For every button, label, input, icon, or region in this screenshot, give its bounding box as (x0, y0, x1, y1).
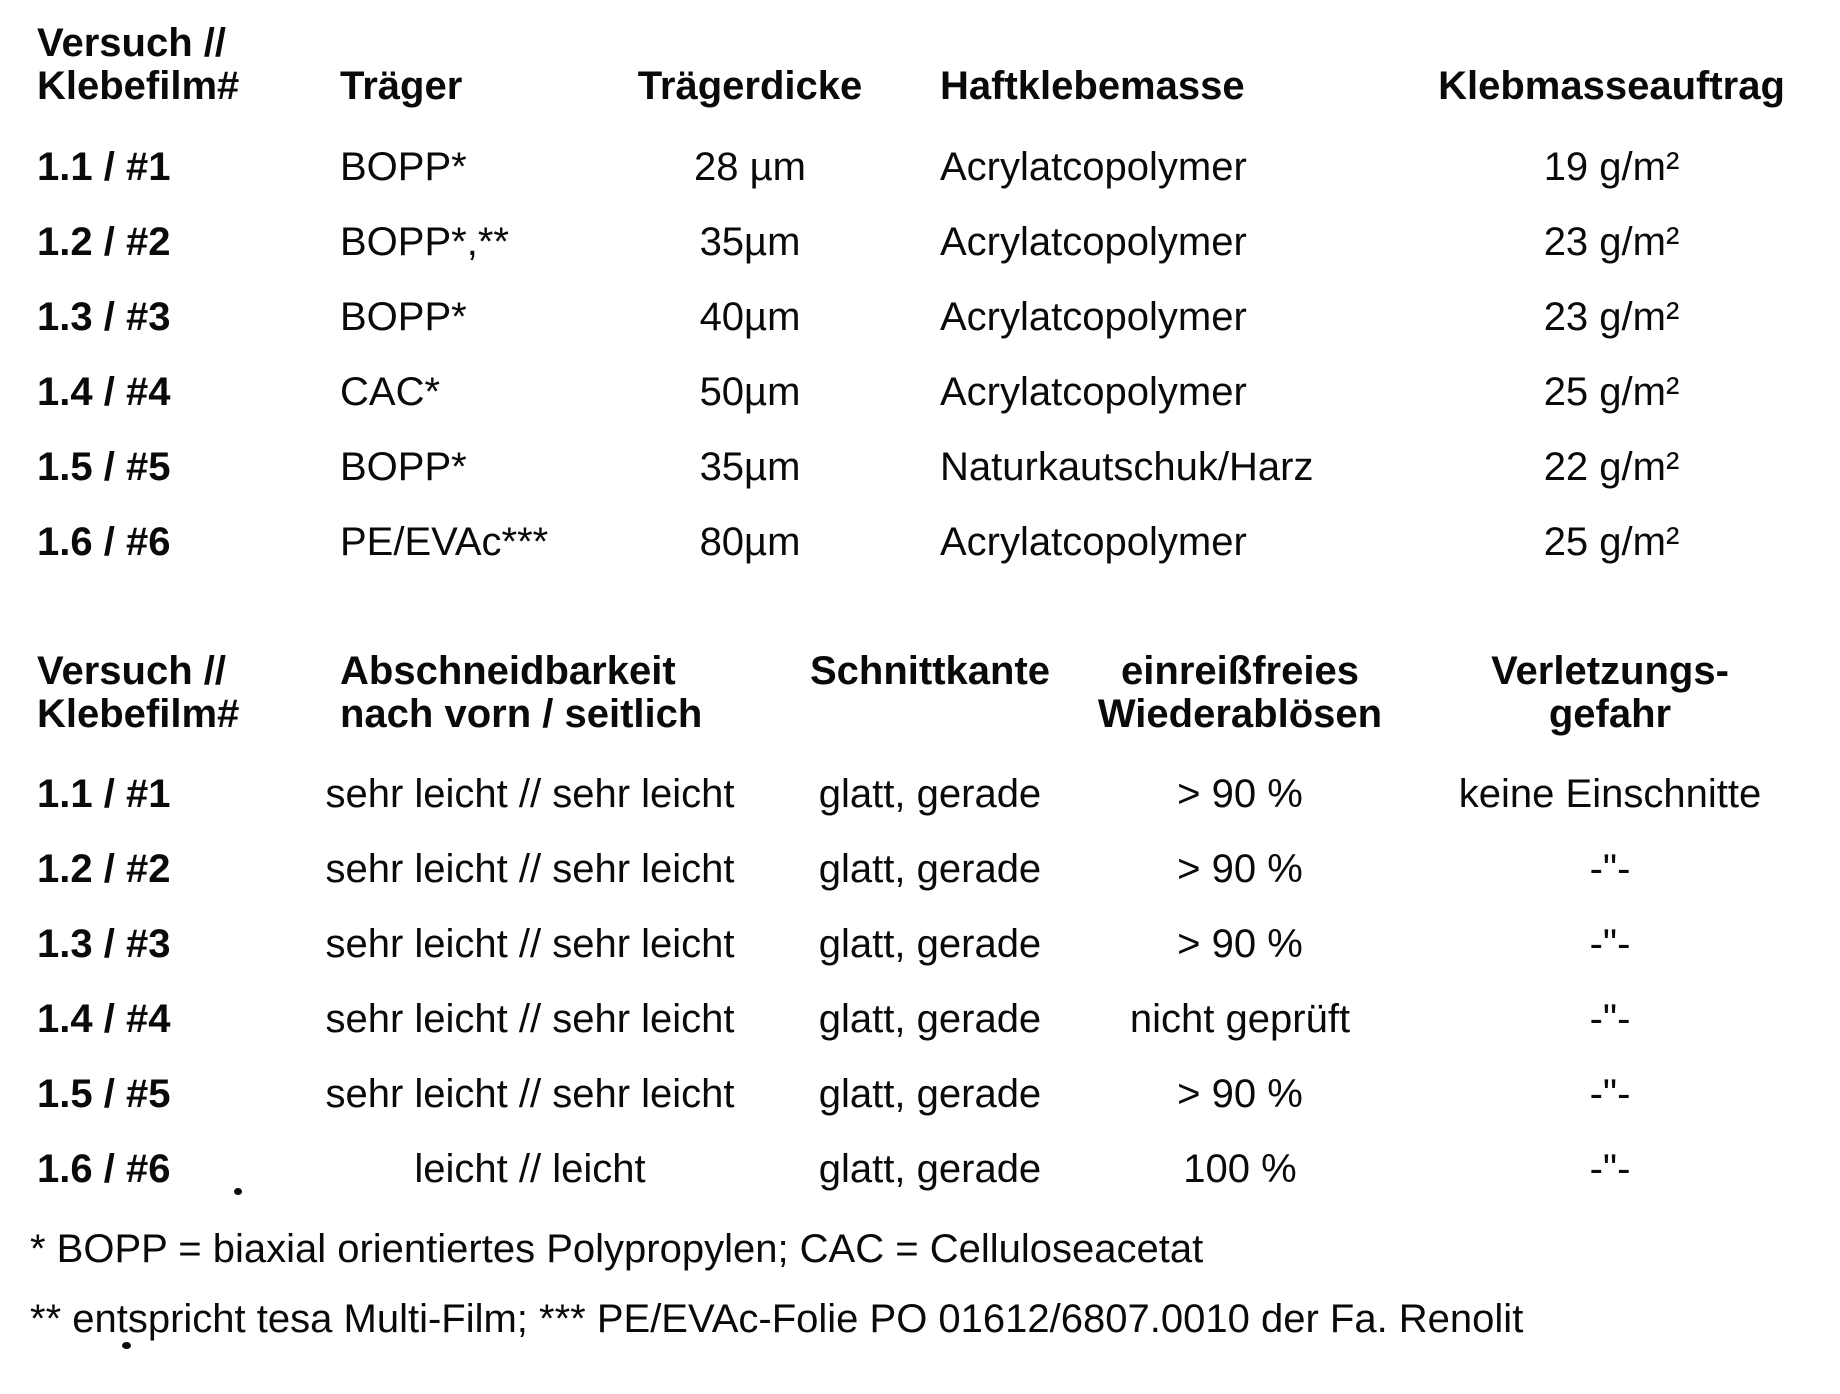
wiederabloesen-value: > 90 % (1177, 847, 1303, 891)
traeger-value: BOPP*,** (340, 220, 509, 264)
table2-header-verletzungsgefahr: Verletzungs- gefahr (1491, 649, 1729, 736)
table-pruefergebnisse (0, 650, 1840, 1223)
table1-header-row (37, 22, 1840, 108)
verletzungsgefahr-value: -"- (1589, 997, 1631, 1041)
table2-header-klebefilm: Klebefilm# (37, 692, 240, 736)
wiederabloesen-value: > 90 % (1177, 1072, 1303, 1116)
table2-header-schnittkante: Schnittkante (809, 649, 1051, 693)
haftklebemasse-value: Acrylatcopolymer (940, 370, 1247, 414)
abschneidbarkeit-value: sehr leicht // sehr leicht (325, 1072, 735, 1116)
abschneidbarkeit-value: sehr leicht // sehr leicht (325, 772, 735, 816)
table-row (37, 521, 1840, 596)
verletzungsgefahr-value: keine Einschnitte (1458, 772, 1762, 816)
table2-header-abschneidbarkeit: Abschneidbarkeit nach vorn / seitlich (340, 649, 703, 736)
haftklebemasse-value: Acrylatcopolymer (940, 145, 1247, 189)
table1-header-traegerdicke: Trägerdicke (637, 64, 863, 108)
table-row (37, 221, 1840, 296)
wiederabloesen-value: > 90 % (1177, 922, 1303, 966)
traegerdicke-value: 35µm (699, 445, 801, 489)
traeger-value: CAC* (340, 370, 441, 414)
schnittkante-value: glatt, gerade (818, 922, 1042, 966)
abschneidbarkeit-value: sehr leicht // sehr leicht (325, 922, 735, 966)
table-klebefilm-aufbau (0, 22, 1840, 596)
versuch-id: 1.2 / #2 (37, 847, 171, 891)
versuch-id: 1.5 / #5 (37, 445, 171, 489)
table-row (37, 296, 1840, 371)
klebmasseauftrag-value: 25 g/m² (1543, 370, 1680, 414)
verletzungsgefahr-value: -"- (1589, 847, 1631, 891)
table2-header-versuch: Versuch // (37, 649, 226, 693)
versuch-id: 1.6 / #6 (37, 1147, 171, 1191)
traeger-value: BOPP* (340, 445, 467, 489)
table1-header-versuch-klebefilm (37, 22, 340, 108)
klebmasseauftrag-value: 22 g/m² (1543, 445, 1680, 489)
table-row (37, 1148, 1840, 1223)
footnote-abbreviations: * BOPP = biaxial orientiertes Polypropylen; CAC = Celluloseacetat (30, 1227, 1204, 1271)
abschneidbarkeit-value: sehr leicht // sehr leicht (325, 997, 735, 1041)
footnote-film-sources: ** entspricht tesa Multi-Film; *** PE/EVAc-Folie PO 01612/6807.0010 der Fa. Renolit (30, 1297, 1524, 1341)
haftklebemasse-value: Naturkautschuk/Harz (940, 445, 1314, 489)
ink-speck (234, 1188, 242, 1195)
wiederabloesen-value: > 90 % (1177, 772, 1303, 816)
table2-header-wiederabloesen: einreißfreies Wiederablösen (1097, 649, 1383, 736)
traegerdicke-value: 50µm (699, 370, 801, 414)
ink-speck (122, 1342, 131, 1349)
abschneidbarkeit-value: leicht // leicht (414, 1147, 646, 1191)
wiederabloesen-value: nicht geprüft (1129, 997, 1351, 1041)
table-row (37, 773, 1840, 848)
versuch-id: 1.4 / #4 (37, 370, 171, 414)
klebmasseauftrag-value: 19 g/m² (1543, 145, 1680, 189)
table-row (37, 848, 1840, 923)
schnittkante-value: glatt, gerade (818, 997, 1042, 1041)
wiederabloesen-value: 100 % (1183, 1147, 1297, 1191)
schnittkante-value: glatt, gerade (818, 847, 1042, 891)
schnittkante-value: glatt, gerade (818, 772, 1042, 816)
table2-header-row (37, 650, 1840, 736)
haftklebemasse-value: Acrylatcopolymer (940, 220, 1247, 264)
klebmasseauftrag-value: 23 g/m² (1543, 220, 1680, 264)
versuch-id: 1.1 / #1 (37, 145, 171, 189)
versuch-id: 1.3 / #3 (37, 295, 171, 339)
traeger-value: BOPP* (340, 145, 467, 189)
traeger-value: PE/EVAc*** (340, 520, 549, 564)
abschneidbarkeit-value: sehr leicht // sehr leicht (325, 847, 735, 891)
haftklebemasse-value: Acrylatcopolymer (940, 520, 1247, 564)
table1-header-klebefilm: Klebefilm# (37, 64, 240, 108)
versuch-id: 1.4 / #4 (37, 997, 171, 1041)
table1-header-versuch: Versuch // (37, 21, 226, 65)
table1-header-haftklebemasse: Haftklebemasse (940, 64, 1245, 108)
table1-header-traeger: Träger (340, 64, 463, 108)
table-row (37, 1073, 1840, 1148)
versuch-id: 1.2 / #2 (37, 220, 171, 264)
table-row (37, 146, 1840, 221)
table2-header-versuch-klebefilm (37, 650, 280, 736)
versuch-id: 1.5 / #5 (37, 1072, 171, 1116)
table-row (37, 371, 1840, 446)
haftklebemasse-value: Acrylatcopolymer (940, 295, 1247, 339)
schnittkante-value: glatt, gerade (818, 1147, 1042, 1191)
versuch-id: 1.6 / #6 (37, 520, 171, 564)
versuch-id: 1.1 / #1 (37, 772, 171, 816)
traegerdicke-value: 35µm (699, 220, 801, 264)
table-row (37, 446, 1840, 521)
footnotes (30, 1227, 1840, 1341)
traegerdicke-value: 40µm (699, 295, 801, 339)
table1-header-klebmasseauftrag: Klebmasseauftrag (1438, 64, 1785, 108)
traegerdicke-value: 28 µm (694, 145, 806, 189)
klebmasseauftrag-value: 23 g/m² (1543, 295, 1680, 339)
versuch-id: 1.3 / #3 (37, 922, 171, 966)
table-row (37, 998, 1840, 1073)
verletzungsgefahr-value: -"- (1589, 1072, 1631, 1116)
verletzungsgefahr-value: -"- (1589, 1147, 1631, 1191)
traegerdicke-value: 80µm (699, 520, 801, 564)
table-row (37, 923, 1840, 998)
traeger-value: BOPP* (340, 295, 467, 339)
verletzungsgefahr-value: -"- (1589, 922, 1631, 966)
klebmasseauftrag-value: 25 g/m² (1543, 520, 1680, 564)
schnittkante-value: glatt, gerade (818, 1072, 1042, 1116)
